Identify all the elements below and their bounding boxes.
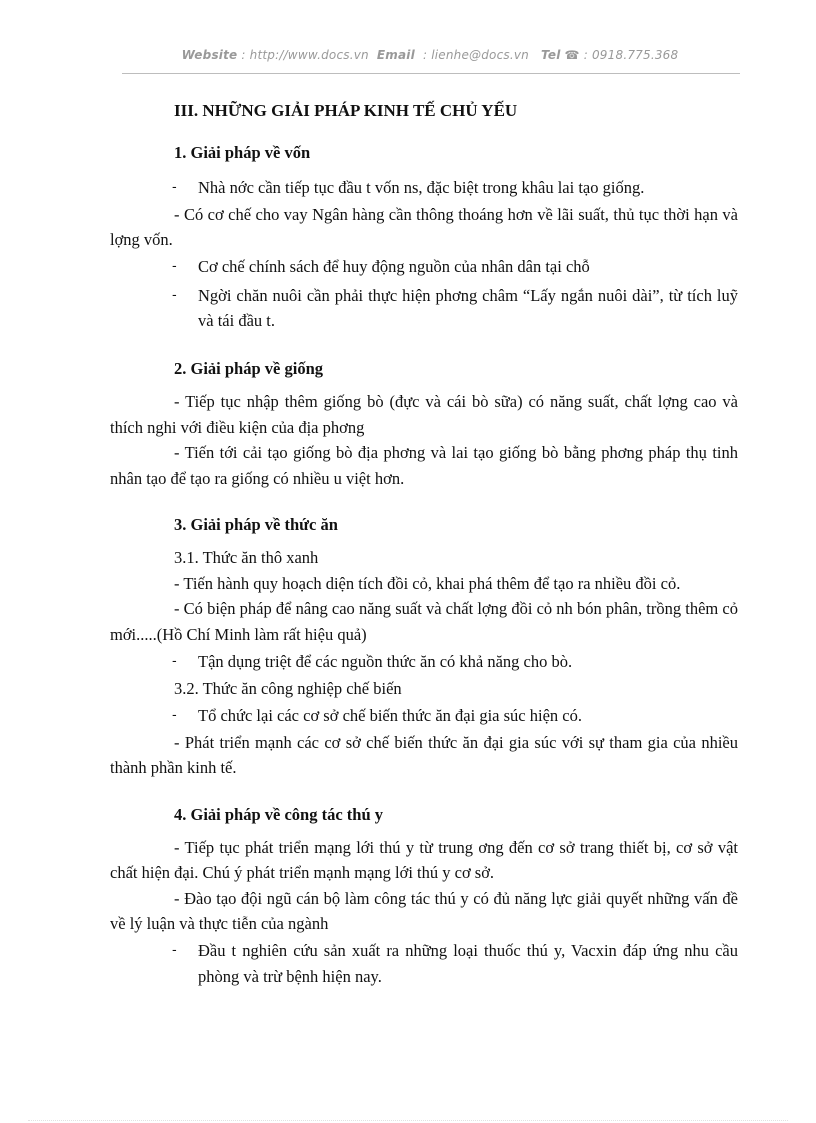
section-1-heading: 1. Giải pháp về vốn [174,143,311,162]
header-divider [122,73,740,74]
bullet-mark: - [172,707,177,723]
subsection-heading: 3.1. Thức ăn thô xanh [174,548,319,567]
paragraph: - Tiếp tục phát triển mạng lới thú y từ trung ơng đến cơ sở trang thiết bị, cơ sở vật chất hiện đại. Chú ý phát triển mạnh mạng lới thú y cơ sở. [110,837,738,882]
bullet-item [172,647,738,676]
paragraph: - Phát triển mạnh các cơ sở chế biến thức ăn đại gia súc với sự tham gia của nhiều thành phần kinh tế. [110,732,738,777]
section-3-heading: 3. Giải pháp về thức ăn [174,515,338,534]
bullet-mark: - [172,287,177,303]
bullet-mark: - [172,179,177,195]
paragraph: - Đào tạo đội ngũ cán bộ làm công tác thú y có đủ năng lực giải quyết những vấn đề về lý luận và thực tiễn của ngành [110,888,738,933]
footer-divider [28,1120,788,1121]
page-title: III. NHỮNG GIẢI PHÁP KINH TẾ CHỦ YẾU [174,101,518,120]
bullet-mark: - [172,943,177,958]
section-4-heading: 4. Giải pháp về công tác thú y [174,804,384,824]
bullet-item [172,173,738,202]
bullet-item [172,253,738,282]
section-2-heading: 2. Giải pháp về giống [174,359,323,378]
document-body [110,100,738,991]
subsection-heading: 3.2. Thức ăn công nghiệp chế biến [174,678,402,698]
paragraph: - Tiến hành quy hoạch diện tích đồi cỏ, khai phá thêm để tạo ra nhiều đồi cỏ. [174,573,681,593]
bullet-text: Tổ chức lại các cơ sở chế biến thức ăn đại gia súc hiện có. [198,705,582,725]
tel-value: : 0918.775.368 [583,48,679,62]
bullet-text: Cơ chế chính sách để huy động nguồn của nhân dân tại chỗ [198,257,590,276]
paragraph: - Có biện pháp để nâng cao năng suất và chất lợng đồi cỏ nh bón phân, trồng thêm cỏ mới.....(Hồ Chí Minh làm rất hiệu quả) [110,599,738,644]
email-value[interactable]: : lienhe@docs.vn [422,48,529,62]
bullet-item [172,281,738,335]
bullet-text: Đầu t nghiên cứu sản xuất ra những loại thuốc thú y, Vacxin đáp ứng nhu cầu phòng và trừ bệnh hiện nay. [198,941,738,986]
paragraph: - Tiếp tục nhập thêm giống bò (đực và cái bò sữa) có năng suất, chất lợng cao và thích nghi với điều kiện của địa phơng [110,392,738,437]
bullet-item [172,701,738,730]
bullet-text: Tận dụng triệt để các nguồn thức ăn có khả năng cho bò. [198,651,573,671]
website-value[interactable]: : http://www.docs.vn [241,48,369,62]
tel-label: Tel [541,48,561,62]
bullet-mark: - [172,259,177,274]
bullet-mark: - [172,653,177,669]
paragraph: - Tiến tới cải tạo giống bò địa phơng và lai tạo giống bò bằng phơng pháp thụ tinh nhân tạo để tạo ra giống có nhiều u việt hơn. [110,443,738,488]
paragraph: - Có cơ chế cho vay Ngân hàng cần thông thoáng hơn về lãi suất, thủ tục thời hạn và lợng vốn. [110,204,738,249]
phone-icon: ☎ [564,48,580,62]
bullet-item [172,937,738,991]
website-label: Website [181,48,238,62]
email-label: Email [376,48,415,62]
bullet-text: Nhà nớc cần tiếp tục đầu t vốn ns, đặc biệt trong khâu lai tạo giống. [198,177,645,197]
page-header [120,48,740,62]
bullet-text: Ngời chăn nuôi cần phải thực hiện phơng châm “Lấy ngắn nuôi dài”, từ tích luỹ và tái đầu t. [198,285,738,330]
